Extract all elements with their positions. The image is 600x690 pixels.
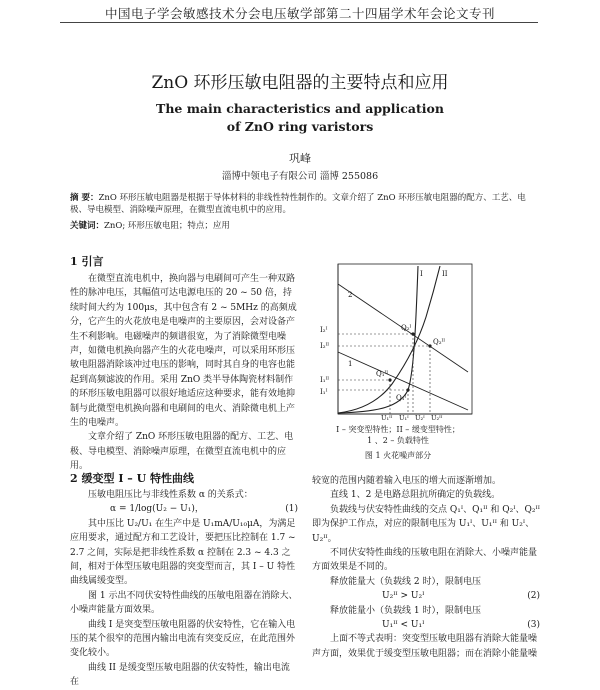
section-1-paragraph: 文章介绍了 ZnO 环形压敏电阻器的配方、工艺、电极、导电模型、消除噪声原理，在微型直流电机中的应用。: [70, 432, 294, 472]
right-paragraph: 负载线与伏安特性曲线的交点 Q₁ᴵ、Q₁ᴵᴵ 和 Q₂ᴵ、Q₂ᴵᴵ 即为保护工作点，对应的限制电压为 U₁ᴵ、U₁ᴵᴵ 和 U₂ᴵ、U₂ᴵᴵ。: [312, 504, 540, 544]
equation-1: [70, 502, 298, 516]
title-en-line2: of ZnO ring varistors: [226, 119, 374, 134]
equation-1-number: (1): [285, 504, 298, 515]
y-label-I2-II: I₂ᴵᴵ: [320, 342, 330, 350]
abstract-label: 摘 要：: [70, 193, 99, 203]
equation-2-expr: U₂ᴵᴵ > U₂ᴵ: [382, 591, 425, 602]
title-en-line1: The main characteristics and application: [156, 101, 444, 116]
point-Q1-II: [388, 378, 391, 381]
right-paragraph: 较宽的范围内随着输入电压的增大而逐渐增加。: [312, 476, 502, 486]
y-label-I1-II: I₁ᴵᴵ: [320, 376, 330, 384]
section-1-heading: 1 引言: [70, 255, 104, 268]
right-paragraph: 不同伏安特性曲线的压敏电阻在消除大、小噪声能量方面效果是不同的。: [312, 548, 538, 573]
point-Q1-I: [406, 388, 409, 391]
point-label-Q1-II: Q₁ᴵᴵ: [376, 370, 389, 378]
point-Q2-I: [411, 332, 414, 335]
keywords-label: 关键词：: [70, 221, 105, 231]
section-1-paragraph: 在微型直流电机中，换向器与电刷间可产生一种双路性的脉冲电压，其幅值可达电源电压的 20 ~ 50 倍，持续时间大约为 100μs，其中包含有 2 ~ 5MHz 的高频成分，它产生的火花放电是电噪声的主要原因，会对设备产生不利影响。电磁噪声的频谱很宽，为了消除微型电噪声，如微电机换向器产生的火花电噪声，可以采用环形压敏电阻器消除该冲过电压的影响，同时其自身的电容也能起到高频滤波的作用。采用 ZnO 类半导体陶瓷材料制作的环形压敏电阻器可以很好地适应这种要求，能有效地抑制与此微型电机换向器和电刷间的电火、消除微电机上产生的电噪声。: [70, 274, 297, 429]
curve-label-I: I: [420, 270, 423, 278]
y-label-I2-I: I₂ᴵ: [320, 326, 328, 334]
right-column-body: [312, 474, 540, 661]
right-paragraph: 释放能量大（负载线 2 时），限制电压: [330, 576, 481, 587]
equation-2: [312, 589, 540, 603]
x-label-U2-II: U₂ᴵᴵ: [431, 414, 443, 420]
equation-3-number: (3): [527, 620, 540, 631]
curve-label-2: 2: [348, 291, 353, 299]
paper-title-cn: ZnO 环形压敏电阻器的主要特点和应用: [151, 73, 449, 93]
point-label-Q1-I: Q₁ᴵ: [396, 394, 407, 402]
section-2-body: [70, 488, 298, 690]
section-2-heading: 2 缓变型 I – U 特性曲线: [70, 472, 195, 485]
paper-title-en: [0, 100, 600, 136]
section-1-body: [70, 272, 298, 474]
figure-1-legend: I – 突变型特性；II – 缓变型特性； 1 、2 – 负载特性: [336, 425, 460, 445]
section-2-paragraph: 曲线 I 是突变型压敏电阻器的伏安特性，它在输入电压的某个很窄的范围内输出电流有突变反应，在此范围外变化较小。: [70, 619, 296, 659]
keywords: [70, 220, 540, 232]
equation-3: [312, 618, 540, 632]
y-label-I1-I: I₁ᴵ: [320, 388, 328, 396]
author-affiliation: 淄博中领电子有限公司 淄博 255086: [221, 171, 379, 182]
curve-I-abrupt: [338, 266, 418, 413]
abstract-text: ZnO 环形压敏电阻器是根据于导体材料的非线性特性制作的。文章介绍了 ZnO 环形压敏电阻器的配方、工艺、电极、导电模型、消除噪声原理，在微型直流电机中的应用。: [70, 193, 526, 215]
section-2-paragraph: 曲线 II 是缓变型压敏电阻器的伏安特性，输出电流在: [70, 662, 290, 688]
x-label-U1-II: U₁ᴵᴵ: [381, 414, 393, 420]
point-Q2-II: [428, 344, 431, 347]
keywords-text: ZnO; 环形压敏电阻；特点；应用: [104, 221, 230, 231]
point-label-Q2-I: Q₂ᴵ: [401, 324, 412, 332]
figure-1-iv-curves: [318, 262, 478, 420]
figure-frame: [338, 264, 472, 414]
right-paragraph: 释放能量小（负载线 1 时），限制电压: [330, 605, 481, 616]
point-label-Q2-II: Q₂ᴵᴵ: [433, 338, 446, 346]
figure-1-title: 图 1 火花噪声部分: [364, 451, 432, 460]
x-label-U2-I: U₂ᴵ: [415, 414, 425, 420]
section-2-paragraph: 其中压比 U₂/U₁ 在生产中是 U₁mA/U₁₀μA，为满足应用要求，通过配方和工艺设计，要把压比控制在 1.7 ~ 2.7 之间，实际是把非线性系数 α 控制在 2.3 ~ 4.3 之间，相对于体型压敏电阻器的突变型而言，其 I – U 特性曲线属缓变型。: [70, 518, 296, 587]
section-2-intro: 压敏电阻压比与非线性系数 α 的关系式：: [88, 490, 253, 500]
equation-3-expr: U₁ᴵᴵ < U₁ᴵ: [382, 620, 425, 631]
equation-1-expr: α = 1/log(U₂ − U₁)，: [110, 504, 204, 515]
header-divider: [60, 22, 538, 23]
running-header: 中国电子学会敏感技术分会电压敏学部第二十四届学术年会论文专刊: [104, 6, 495, 21]
author-name: 巩峰: [289, 152, 311, 165]
abstract: [70, 192, 540, 216]
right-paragraph: 上面不等式表明：突变型压敏电阻器有消除大能量噪声方面，效果优于缓变型压敏电阻器；而在消除小能量噪: [312, 634, 538, 659]
x-label-U1-I: U₁ᴵ: [399, 414, 409, 420]
right-paragraph: 直线 1、2 是电路总阻抗所确定的负载线。: [330, 490, 501, 501]
section-2-paragraph: 图 1 示出不同伏安特性曲线的压敏电阻器在消除大、小噪声能量方面效果。: [70, 590, 298, 616]
curve-label-1: 1: [348, 360, 353, 368]
equation-2-number: (2): [527, 591, 540, 602]
curve-label-II: II: [442, 270, 448, 278]
